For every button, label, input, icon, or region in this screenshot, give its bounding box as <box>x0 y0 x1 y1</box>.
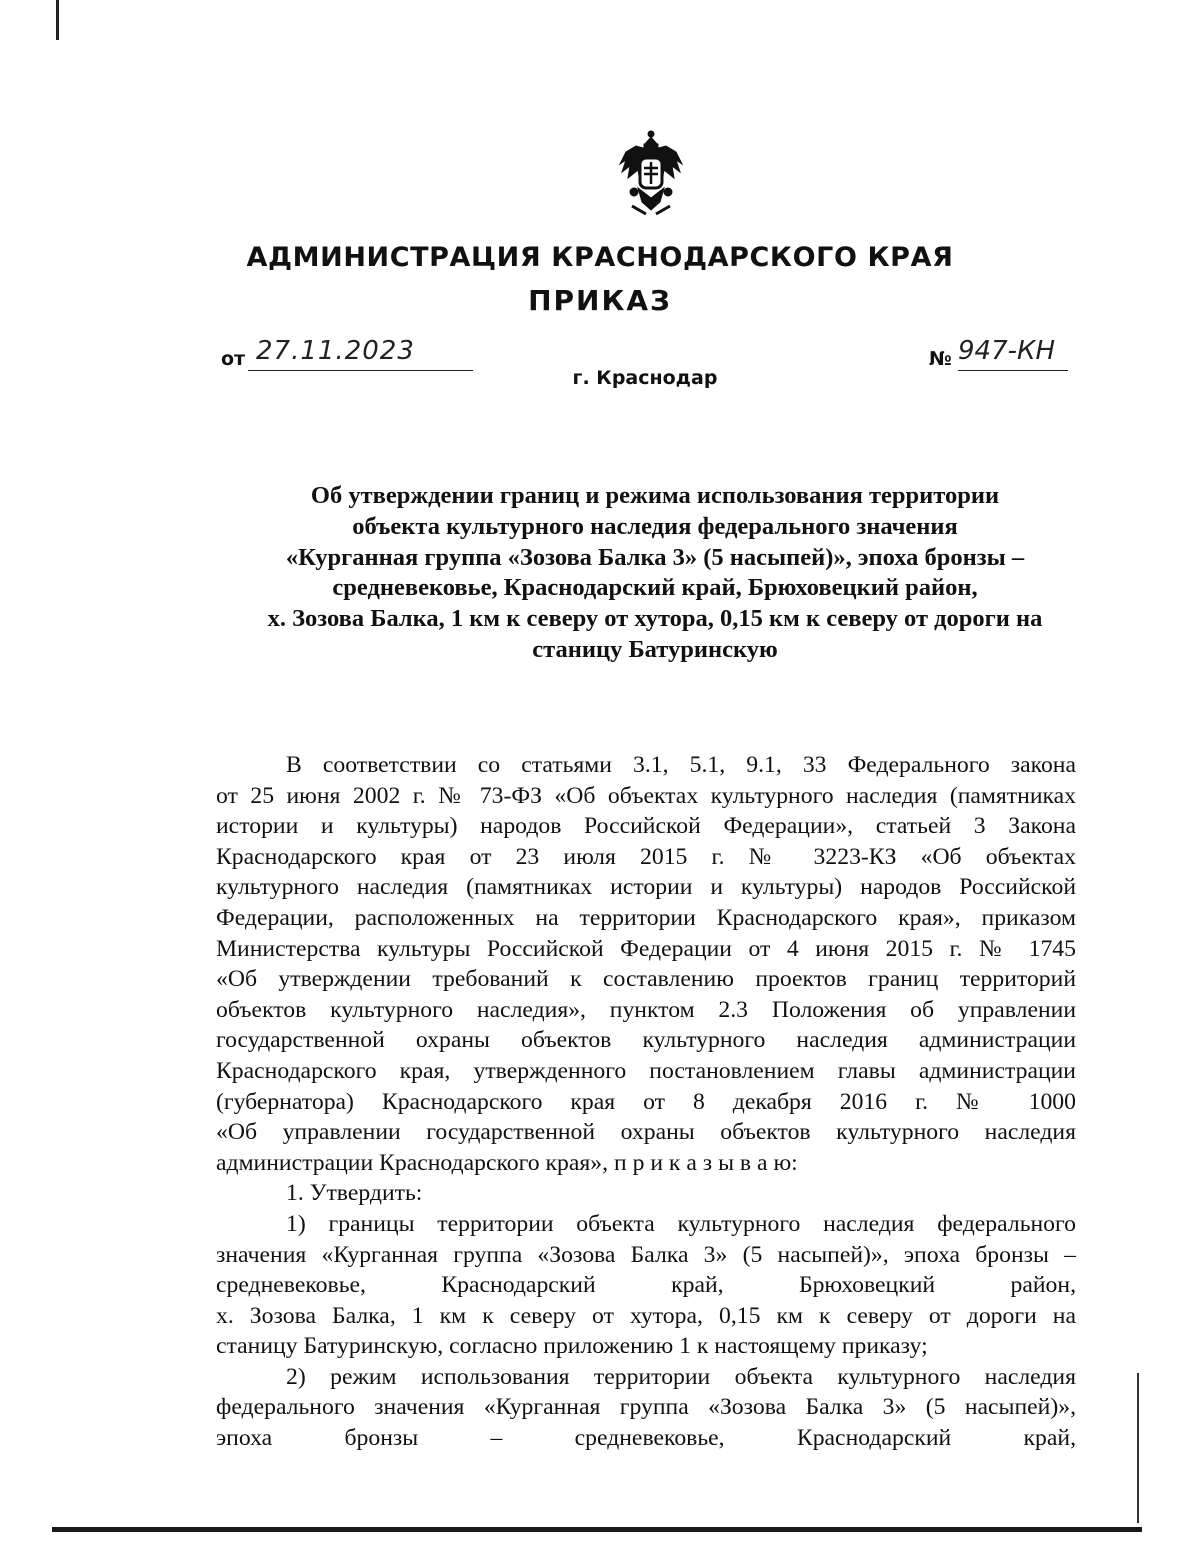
body-line: «Об утверждении требований к составлению проектов границ территорий <box>216 966 1076 993</box>
number-label: № <box>929 348 952 370</box>
body-line: (губернатора) Краснодарского края от 8 декабря 2016 г. № 1000 <box>216 1088 1076 1115</box>
document-subject <box>150 481 1160 666</box>
body-line: федерального значения «Курганная группа «Зозова Балка 3» (5 насыпей)», <box>216 1394 1076 1421</box>
body-line: 1. Утвердить: <box>286 1180 423 1207</box>
body-line: 1) границы территории объекта культурного наследия федерального <box>286 1210 1076 1237</box>
organization-title: АДМИНИСТРАЦИЯ КРАСНОДАРСКОГО КРАЯ <box>246 242 954 273</box>
body-line: В соответствии со статьями 3.1, 5.1, 9.1, 33 Федерального закона <box>286 752 1076 778</box>
document-date: 27.11.2023 <box>256 336 415 366</box>
subject-line: станицу Батуринскую <box>532 635 778 663</box>
scan-edge-line-bottom <box>52 1527 1142 1532</box>
body-line: Федерации, расположенных на территории Краснодарского края», приказом <box>216 904 1076 931</box>
city-name: г. Краснодар <box>572 367 718 389</box>
body-line: администрации Краснодарского края», п р и к а з ы в а ю: <box>216 1149 798 1176</box>
body-line: Краснодарского края, утвержденного постановлением главы администрации <box>216 1057 1076 1084</box>
document-number: 947-КН <box>958 336 1056 366</box>
body-line: значения «Курганная группа «Зозова Балка 3» (5 насыпей)», эпоха бронзы – <box>216 1241 1076 1268</box>
document-body <box>216 750 1076 1454</box>
subject-line: объекта культурного наследия федерального значения <box>352 512 958 540</box>
body-line: «Об управлении государственной охраны объектов культурного наследия <box>216 1119 1076 1146</box>
subject-line: средневековье, Краснодарский край, Брюховецкий район, <box>332 574 978 602</box>
scan-edge-line-left <box>56 0 59 40</box>
document-type: ПРИКАЗ <box>528 284 672 317</box>
body-line: истории и культуры) народов Российской Федерации», статьей 3 Закона <box>216 813 1076 840</box>
date-label: от <box>221 348 246 370</box>
subject-line: х. Зозова Балка, 1 км к северу от хутора, 0,15 км к северу от дороги на <box>267 605 1043 633</box>
body-line: 2) режим использования территории объекта культурного наследия <box>286 1363 1076 1390</box>
body-line: культурного наследия (памятниках истории и культуры) народов Российской <box>216 874 1076 901</box>
scan-edge-line-right <box>1137 1373 1139 1523</box>
body-line: Краснодарского края от 23 июля 2015 г. № 3223-КЗ «Об объектах <box>216 843 1076 870</box>
body-line: средневековье, Краснодарский край, Брюховецкий район, <box>216 1272 1076 1299</box>
subject-line: Об утверждении границ и режима использования территории <box>310 482 1000 509</box>
body-line: государственной охраны объектов культурного наследия администрации <box>216 1027 1076 1054</box>
body-line: эпоха бронзы – средневековье, Краснодарский край, <box>216 1425 1076 1452</box>
body-line: Министерства культуры Российской Федерации от 4 июня 2015 г. № 1745 <box>216 935 1076 962</box>
subject-line: «Курганная группа «Зозова Балка 3» (5 насыпей)», эпоха бронзы – <box>285 543 1025 571</box>
body-line: от 25 июня 2002 г. № 73-ФЗ «Об объектах культурного наследия (памятниках <box>216 782 1076 809</box>
coat-of-arms-icon <box>612 128 690 220</box>
body-line: х. Зозова Балка, 1 км к северу от хутора, 0,15 км к северу от дороги на <box>216 1302 1076 1329</box>
body-line: станицу Батуринскую, согласно приложению 1 к настоящему приказу; <box>216 1333 928 1360</box>
body-line: объектов культурного наследия», пунктом 2.3 Положения об управлении <box>216 996 1076 1023</box>
